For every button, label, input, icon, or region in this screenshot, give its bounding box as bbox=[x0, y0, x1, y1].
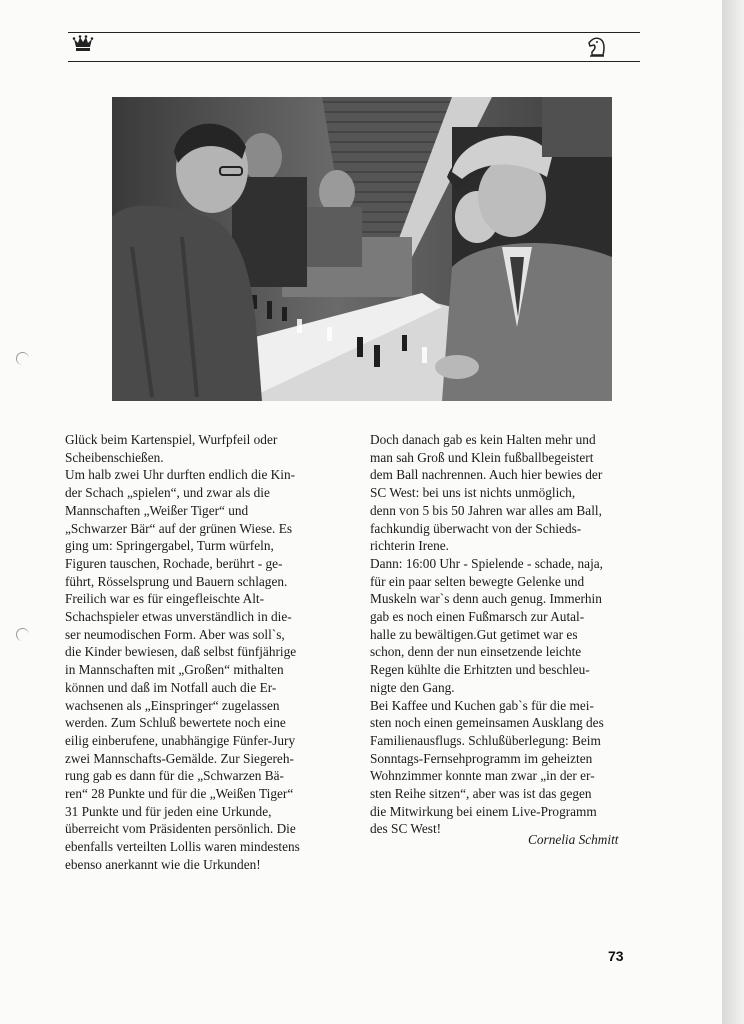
text-line: Doch danach gab es kein Halten mehr und bbox=[370, 432, 596, 447]
text-line: Familienausflugs. Schlußüberlegung: Beim bbox=[370, 732, 601, 748]
text-line: sten noch einen gemeinsamen Ausklang des bbox=[370, 715, 604, 731]
header-rule-bottom bbox=[68, 61, 640, 62]
text-line: Bei Kaffee und Kuchen gab`s für die mei- bbox=[370, 697, 594, 713]
text-line: zwei Mannschafts-Gemälde. Zur Siegereh- bbox=[65, 750, 294, 766]
text-line: die Kinder bewiesen, daß selbst fünfjährige bbox=[65, 644, 297, 660]
text-line: wachsenen als „Einspringer“ zugelassen bbox=[65, 697, 280, 713]
text-line: SC West: bei uns ist nichts unmöglich, bbox=[370, 485, 576, 501]
text-line: sten Reihe sitzen“, aber was ist das gegen bbox=[370, 786, 592, 802]
punch-hole-mark bbox=[16, 352, 29, 365]
text-line: Muskeln war`s denn auch genug. Immerhin bbox=[370, 591, 602, 607]
text-line: Figuren tauschen, Rochade, berührt - ge- bbox=[65, 555, 283, 571]
text-line: für ein paar selten bewegte Gelenke und bbox=[370, 573, 585, 589]
text-line: die Mitwirkung bei einem Live-Programm bbox=[370, 803, 597, 819]
text-line: werden. Zum Schluß bewertete noch eine bbox=[65, 715, 286, 731]
text-line: der Schach „spielen“, und zwar als die bbox=[65, 485, 270, 501]
text-line: ser neumodischen Form. Aber was soll`s, bbox=[65, 626, 285, 642]
author-signature: Cornelia Schmitt bbox=[528, 832, 619, 847]
text-line: ging um: Springergabel, Turm würfeln, bbox=[65, 538, 274, 554]
text-line: führt, Rösselsprung und Bauern schlagen. bbox=[65, 573, 288, 589]
text-line: Regen kühlte die Erhitzten und beschleu- bbox=[370, 662, 590, 678]
text-line: „Schwarzer Bär“ auf der grünen Wiese. Es bbox=[65, 520, 293, 536]
text-line: richterin Irene. bbox=[370, 538, 449, 554]
text-line: ebenso anerkannt wie die Urkunden! bbox=[65, 856, 261, 872]
text-line: 31 Punkte und für jeden eine Urkunde, bbox=[65, 803, 272, 819]
text-line: Schachspieler etwas unverständlich in die- bbox=[65, 609, 292, 625]
text-line: rung gab es dann für die „Schwarzen Bä- bbox=[65, 768, 284, 784]
text-line: denn von 5 bis 50 Jahren war alles am Ball, bbox=[370, 502, 602, 518]
text-line: Wohnzimmer konnte man zwar „in der er- bbox=[370, 768, 595, 784]
text-line: nigte den Gang. bbox=[370, 679, 455, 695]
header-rule-top bbox=[68, 32, 640, 33]
text-line: in Mannschaften mit „Großen“ mithalten bbox=[65, 662, 284, 678]
text-line: Sonntags-Fernsehprogramm im geheizten bbox=[370, 750, 593, 766]
text-line: eilig einberufene, unabhängige Fünfer-Jury bbox=[65, 732, 296, 748]
text-line: man sah Groß und Klein fußballbegeistert bbox=[370, 449, 594, 465]
article-text-right-column bbox=[370, 431, 640, 838]
scan-edge-shadow bbox=[722, 0, 744, 1024]
article-text-left-column bbox=[65, 431, 340, 874]
text-line: dem Ball nachrennen. Auch hier bewies der bbox=[370, 467, 603, 483]
event-photo bbox=[112, 97, 612, 401]
chess-knight-icon bbox=[586, 36, 608, 58]
text-line: Dann: 16:00 Uhr - Spielende - schade, naja, bbox=[370, 555, 603, 571]
text-line: überreicht vom Präsidenten persönlich. Die bbox=[65, 821, 296, 837]
crown-icon bbox=[72, 34, 94, 52]
text-line: Glück beim Kartenspiel, Wurfpfeil oder bbox=[65, 432, 278, 447]
text-line: ebenfalls verteilten Lollis waren mindestens bbox=[65, 839, 300, 855]
text-line: gab es noch einen Fußmarsch zur Autal- bbox=[370, 609, 585, 625]
text-line: fachkundig überwacht von der Schieds- bbox=[370, 520, 582, 536]
text-line: des SC West! bbox=[370, 821, 442, 837]
text-line: ren“ 28 Punkte und für die „Weißen Tiger“ bbox=[65, 786, 294, 802]
text-line: Freilich war es für eingefleischte Alt- bbox=[65, 591, 265, 607]
text-line: halle zu bewältigen.Gut getimet war es bbox=[370, 626, 578, 642]
text-line: Mannschaften „Weißer Tiger“ und bbox=[65, 502, 249, 518]
punch-hole-mark bbox=[16, 628, 29, 641]
text-line: Um halb zwei Uhr durften endlich die Kin- bbox=[65, 467, 296, 483]
text-line: können und daß im Notfall auch die Er- bbox=[65, 679, 277, 695]
page-number: 73 bbox=[608, 948, 624, 964]
text-line: schon, denn der nun einsetzende leichte bbox=[370, 644, 582, 660]
text-line: Scheibenschießen. bbox=[65, 449, 164, 465]
